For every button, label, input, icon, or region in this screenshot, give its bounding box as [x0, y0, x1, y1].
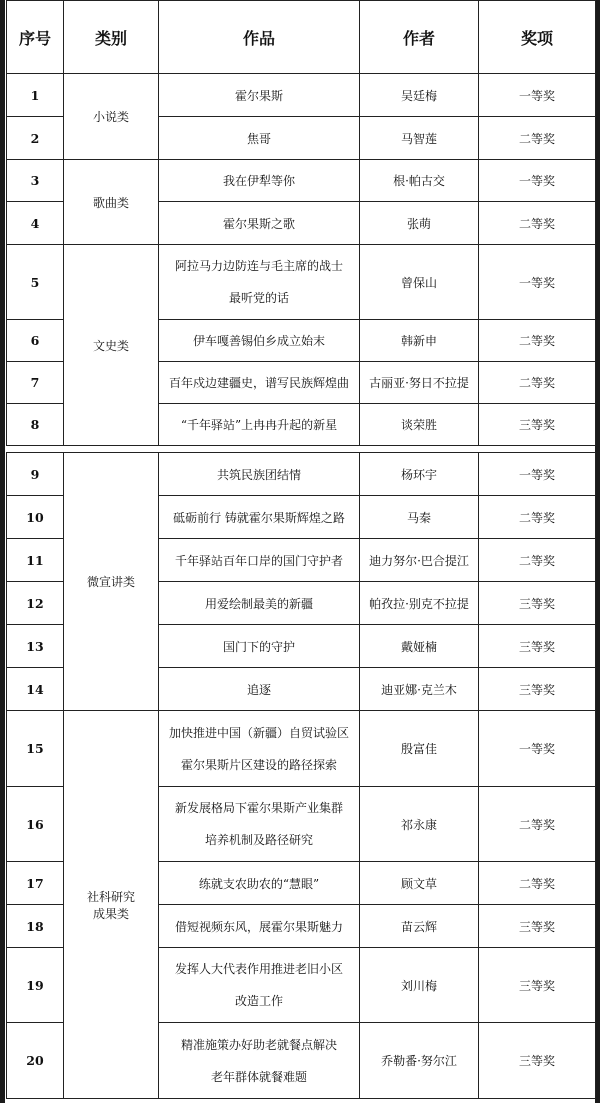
category-line-2: 成果类	[92, 906, 129, 921]
work-line-1: 发挥人大代表作用推进老旧小区	[174, 962, 343, 976]
work-cell: 霍尔果斯之歌	[159, 202, 360, 245]
header-category: 类别	[64, 1, 159, 74]
author-cell: 迪力努尔·巴合提江	[360, 539, 479, 582]
table-row	[7, 711, 596, 787]
work-line-1: 阿拉马力边防连与毛主席的战士	[174, 259, 343, 273]
award-cell: 三等奖	[479, 948, 596, 1023]
work-line-2: 改造工作	[234, 994, 283, 1008]
award-cell: 二等奖	[479, 202, 596, 245]
work-line-1: 精准施策办好助老就餐点解决	[180, 1037, 337, 1052]
author-cell: 张萌	[360, 202, 479, 245]
row-number: 3	[7, 160, 64, 202]
author-cell: 吴廷梅	[360, 74, 479, 117]
award-cell: 一等奖	[479, 711, 596, 787]
award-cell: 一等奖	[479, 453, 596, 496]
award-cell: 三等奖	[479, 404, 596, 446]
category-cell: 微宣讲类	[64, 453, 159, 711]
row-number: 16	[7, 787, 64, 862]
work-line-2: 霍尔果斯片区建设的路径探索	[180, 757, 337, 772]
award-cell: 三等奖	[479, 668, 596, 711]
author-cell: 韩新申	[360, 320, 479, 362]
header-work: 作品	[159, 1, 360, 74]
author-cell: 马智莲	[360, 117, 479, 160]
award-cell: 二等奖	[479, 362, 596, 404]
table-row	[7, 453, 596, 496]
category-cell	[64, 711, 159, 1099]
author-cell: 曾保山	[360, 245, 479, 320]
award-cell: 三等奖	[479, 905, 596, 948]
row-number: 15	[7, 711, 64, 787]
category-cell: 文史类	[64, 245, 159, 446]
award-cell: 一等奖	[479, 245, 596, 320]
author-cell: 顾文草	[360, 862, 479, 905]
header-award: 奖项	[479, 1, 596, 74]
award-cell: 一等奖	[479, 160, 596, 202]
category-cell: 小说类	[64, 74, 159, 160]
work-cell: 霍尔果斯	[159, 74, 360, 117]
award-cell: 二等奖	[479, 539, 596, 582]
work-line-2: 培养机制及路径研究	[204, 833, 313, 847]
work-cell: 百年戍边建疆史，谱写民族辉煌曲	[159, 362, 360, 404]
award-cell: 二等奖	[479, 496, 596, 539]
table-row	[7, 74, 596, 117]
category-line-1: 社科研究	[86, 889, 135, 904]
row-number: 2	[7, 117, 64, 160]
work-cell	[159, 245, 360, 320]
category-cell: 歌曲类	[64, 160, 159, 245]
award-cell: 二等奖	[479, 787, 596, 862]
work-line-2: 老年群体就餐难题	[210, 1069, 307, 1084]
author-cell: 古丽亚·努日不拉提	[360, 362, 479, 404]
author-cell: 根·帕古交	[360, 160, 479, 202]
window-left-border	[0, 0, 5, 1103]
header-number: 序号	[7, 1, 64, 74]
work-cell: 我在伊犁等你	[159, 160, 360, 202]
award-cell: 一等奖	[479, 74, 596, 117]
row-number: 13	[7, 625, 64, 668]
row-number: 8	[7, 404, 64, 446]
work-cell: 借短视频东风，展霍尔果斯魅力	[159, 905, 360, 948]
row-number: 4	[7, 202, 64, 245]
table-row	[7, 160, 596, 202]
work-cell: 千年驿站百年口岸的国门守护者	[159, 539, 360, 582]
table-header-row	[7, 1, 596, 74]
work-cell: 练就支农助农的“慧眼”	[159, 862, 360, 905]
author-cell: 苗云辉	[360, 905, 479, 948]
award-cell: 二等奖	[479, 117, 596, 160]
author-cell: 迪亚娜·克兰木	[360, 668, 479, 711]
row-number: 19	[7, 948, 64, 1023]
author-cell: 乔勒番·努尔江	[360, 1023, 479, 1099]
work-cell: “千年驿站”上冉冉升起的新星	[159, 404, 360, 446]
author-cell: 刘川梅	[360, 948, 479, 1023]
work-line-1: 新发展格局下霍尔果斯产业集群	[174, 801, 343, 815]
row-number: 1	[7, 74, 64, 117]
row-number: 17	[7, 862, 64, 905]
award-cell: 三等奖	[479, 1023, 596, 1099]
awards-table-top	[6, 0, 596, 446]
work-cell: 砥砺前行 铸就霍尔果斯辉煌之路	[159, 496, 360, 539]
work-cell: 追逐	[159, 668, 360, 711]
row-number: 14	[7, 668, 64, 711]
table-row	[7, 245, 596, 320]
award-cell: 三等奖	[479, 582, 596, 625]
row-number: 7	[7, 362, 64, 404]
awards-table-bottom	[6, 452, 596, 1099]
row-number: 10	[7, 496, 64, 539]
work-line-2: 最听党的话	[228, 291, 289, 305]
author-cell: 马秦	[360, 496, 479, 539]
author-cell: 戴娅楠	[360, 625, 479, 668]
work-cell	[159, 787, 360, 862]
award-cell: 三等奖	[479, 625, 596, 668]
header-author: 作者	[360, 1, 479, 74]
row-number: 12	[7, 582, 64, 625]
author-cell: 殷富佳	[360, 711, 479, 787]
work-cell: 焦哥	[159, 117, 360, 160]
work-cell: 共筑民族团结情	[159, 453, 360, 496]
work-cell: 用爱绘制最美的新疆	[159, 582, 360, 625]
row-number: 9	[7, 453, 64, 496]
work-cell	[159, 1023, 360, 1099]
row-number: 20	[7, 1023, 64, 1099]
work-cell: 国门下的守护	[159, 625, 360, 668]
row-number: 18	[7, 905, 64, 948]
work-line-1: 加快推进中国（新疆）自贸试验区	[168, 725, 349, 740]
award-cell: 二等奖	[479, 320, 596, 362]
row-number: 5	[7, 245, 64, 320]
work-cell: 伊车嘎善锡伯乡成立始末	[159, 320, 360, 362]
author-cell: 祁永康	[360, 787, 479, 862]
award-cell: 二等奖	[479, 862, 596, 905]
author-cell: 谈荣胜	[360, 404, 479, 446]
author-cell: 帕孜拉·别克不拉提	[360, 582, 479, 625]
row-number: 6	[7, 320, 64, 362]
row-number: 11	[7, 539, 64, 582]
work-cell	[159, 711, 360, 787]
author-cell: 杨环宇	[360, 453, 479, 496]
work-cell	[159, 948, 360, 1023]
